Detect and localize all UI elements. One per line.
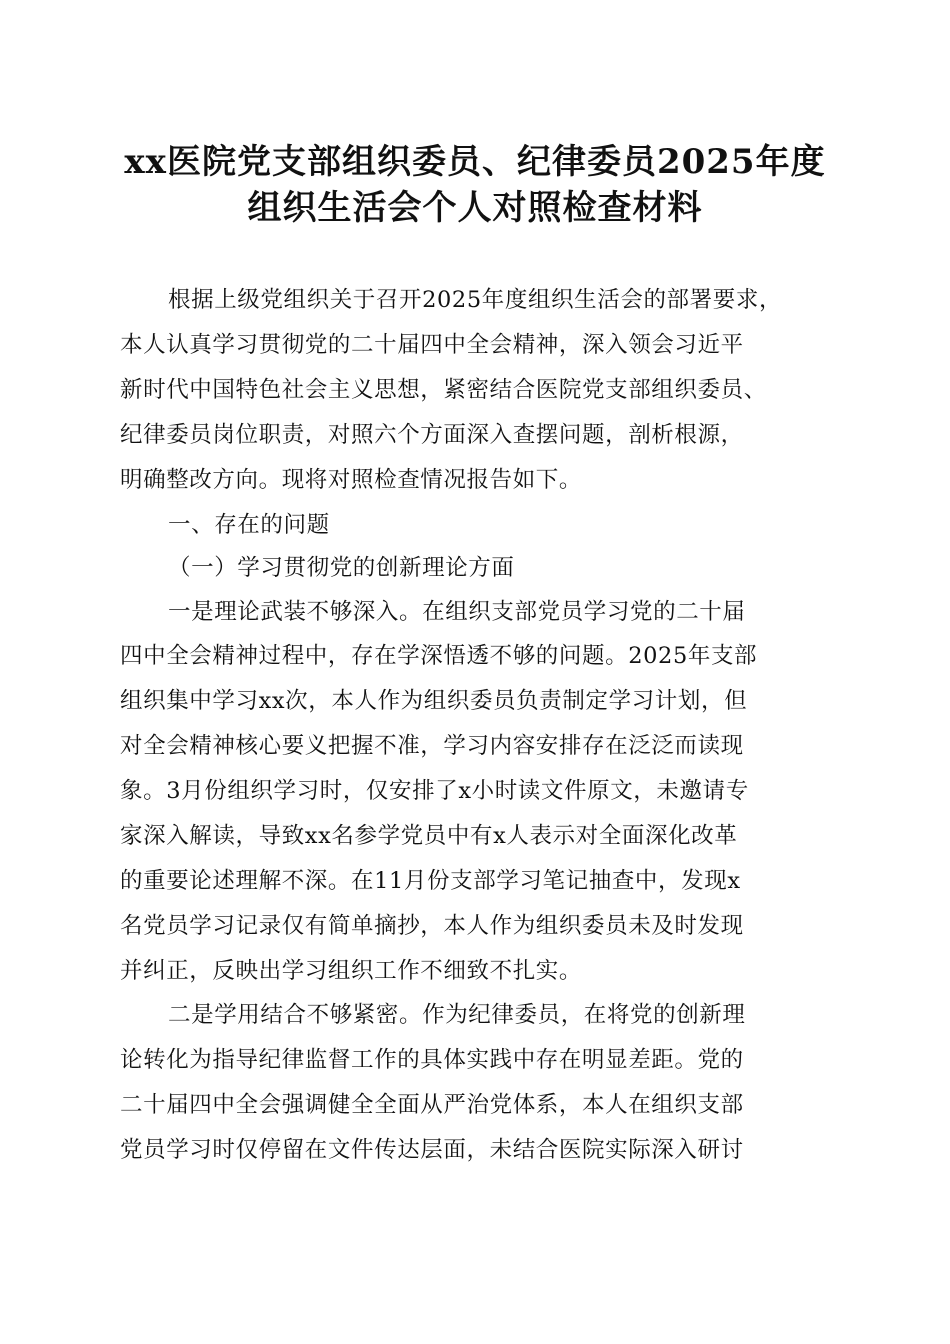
- paragraph-line: 的重要论述理解不深。在11月份支部学习笔记抽查中，发现x: [120, 868, 741, 894]
- point-lead: 一是理论武装不够深入。: [168, 599, 423, 625]
- paragraph-line: 论转化为指导纪律监督工作的具体实践中存在明显差距。党的: [120, 1047, 744, 1073]
- paragraph-line: [168, 597, 746, 627]
- point-lead: 二是学用结合不够紧密。: [168, 1002, 423, 1028]
- paragraph-line: 象。3月份组织学习时，仅安排了x小时读文件原文，未邀请专: [120, 778, 749, 804]
- paragraph-line: 名党员学习记录仅有简单摘抄，本人作为组织委员未及时发现: [120, 913, 744, 939]
- paragraph-line: 对全会精神核心要义把握不准，学习内容安排存在泛泛而读现: [120, 733, 744, 759]
- intro-line: 明确整改方向。现将对照检查情况报告如下。: [120, 467, 583, 493]
- paragraph-line: 四中全会精神过程中，存在学深悟透不够的问题。2025年支部: [120, 643, 758, 669]
- subsection-heading: （一）学习贯彻党的创新理论方面: [168, 555, 515, 581]
- paragraph-line: 组织集中学习xx次，本人作为组织委员负责制定学习计划，但: [120, 688, 748, 714]
- paragraph-line: 并纠正，反映出学习组织工作不细致不扎实。: [120, 958, 583, 984]
- section-heading: 一、存在的问题: [168, 512, 330, 538]
- intro-line: 根据上级党组织关于召开2025年度组织生活会的部署要求，: [168, 287, 783, 313]
- paragraph-line: 党员学习时仅停留在文件传达层面，未结合医院实际深入研讨: [120, 1137, 744, 1163]
- intro-line: 纪律委员岗位职责，对照六个方面深入查摆问题，剖析根源，: [120, 422, 744, 448]
- intro-line: 新时代中国特色社会主义思想，紧密结合医院党支部组织委员、: [120, 377, 767, 403]
- paragraph-line: 二十届四中全会强调健全全面从严治党体系，本人在组织支部: [120, 1092, 744, 1118]
- point-text: 在组织支部党员学习党的二十届: [422, 599, 746, 625]
- document-title-line-2: 组织生活会个人对照检查材料: [247, 188, 703, 228]
- paragraph-line: 家深入解读，导致xx名参学党员中有x人表示对全面深化改革: [120, 823, 738, 849]
- paragraph-line: [168, 1000, 746, 1030]
- point-text: 作为纪律委员，在将党的创新理: [422, 1002, 746, 1028]
- intro-line: 本人认真学习贯彻党的二十届四中全会精神，深入领会习近平: [120, 332, 744, 358]
- document-title-line-1: xx医院党支部组织委员、纪律委员2025年度: [124, 142, 826, 182]
